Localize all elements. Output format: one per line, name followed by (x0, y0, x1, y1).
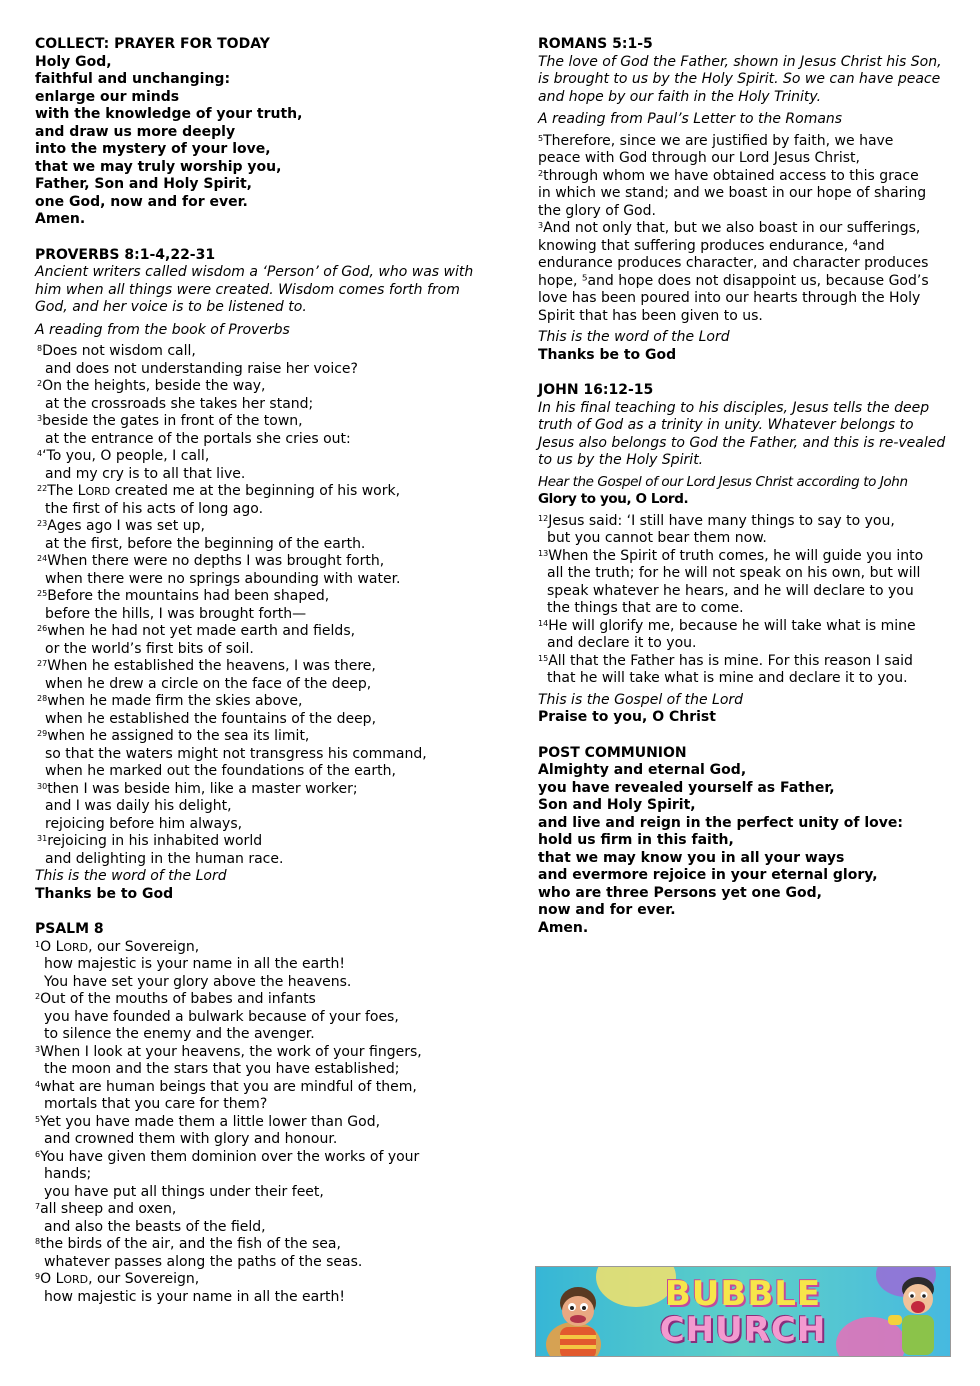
verse-line (35, 518, 495, 536)
verse-text: in which we stand; and we boast in our hope of sharing (538, 185, 927, 201)
post-communion-section (538, 745, 948, 938)
verse-line (35, 676, 495, 694)
verse-line (538, 150, 948, 168)
proverbs-reading-intro: A reading from the book of Proverbs (35, 321, 290, 338)
verse-text: Jesus said: ‘I still have many things to say to you, (548, 512, 895, 529)
prayer-line: with the knowledge of your truth, (35, 106, 303, 122)
verse-line (35, 833, 495, 851)
john-intro: In his final teaching to his disciples, Jesus tells the deep truth of God as a trinity in unity. Whatever belongs to Jesus also belongs to God the Father, and this is re-vealed to us by the Holy Spirit. (538, 399, 946, 468)
verse-line (35, 361, 495, 379)
verse-line (35, 1149, 495, 1167)
verse-line (35, 1236, 495, 1254)
verse-text: or the world’s first bits of soil. (45, 640, 254, 657)
verse-text: speak whatever he hears, and he will declare to you (547, 582, 914, 599)
verse-line (35, 343, 495, 361)
prayer-line: and draw us more deeply (35, 123, 236, 140)
prayer-line: Amen. (35, 211, 86, 227)
verse-text: you have founded a bulwark because of your foes, (44, 1008, 399, 1025)
verse-text: hands; (44, 1166, 92, 1182)
verse-text: And not only that, but we also boast in our sufferings, (543, 220, 921, 236)
prayer-line: Father, Son and Holy Spirit, (35, 176, 252, 192)
verse-line (35, 396, 495, 414)
verse-line (35, 641, 495, 659)
verse-text: You have given them dominion over the works of your (40, 1148, 420, 1165)
verse-number: 31 (37, 834, 48, 843)
verse-number: 3 (37, 414, 43, 423)
john-section (538, 382, 948, 727)
verse-text: Ages ago I was set up, (47, 518, 205, 534)
verse-line (35, 588, 495, 606)
verse-text: On the heights, beside the way, (42, 378, 266, 394)
romans-text (538, 133, 948, 326)
verse-line (538, 600, 948, 618)
verse-line (35, 991, 495, 1009)
verse-text: the first of his acts of long ago. (45, 500, 264, 517)
proverbs-response-italic: This is the word of the Lord (35, 868, 227, 884)
verse-number: 4 (35, 1079, 41, 1089)
verse-line (538, 583, 948, 601)
verse-text: when there were no springs abounding with water. (45, 570, 401, 587)
verse-text: Out of the mouths of babes and infants (40, 991, 316, 1007)
verse-number: 2 (37, 379, 43, 388)
verse-number: 23 (37, 519, 48, 528)
verse-number: 3 (538, 221, 544, 230)
verse-text: love has been poured into our hearts through the Holy (538, 290, 921, 306)
banner-logo-line2: CHURCH (659, 1310, 827, 1350)
prayer-line: and live and reign in the perfect unity of love: (538, 814, 903, 831)
verse-number: 27 (37, 659, 48, 668)
proverbs-verses (35, 343, 495, 868)
verse-line (538, 548, 948, 566)
verse-number: 28 (37, 694, 48, 703)
prayer-line: that we may truly worship you, (35, 158, 282, 175)
psalm-title: PSALM 8 (35, 921, 104, 937)
collect-title: COLLECT: PRAYER FOR TODAY (35, 36, 270, 52)
verse-line (35, 763, 495, 781)
verse-text: then I was beside him, like a master worker; (47, 780, 358, 797)
verse-line (538, 255, 948, 273)
verse-line (35, 658, 495, 676)
verse-line (538, 220, 948, 238)
verse-line (35, 746, 495, 764)
verse-line (538, 653, 948, 671)
collect-section (35, 36, 495, 229)
verse-text: when he drew a circle on the face of the deep, (45, 675, 372, 692)
verse-line (35, 448, 495, 466)
verse-number: 22 (37, 484, 48, 493)
verse-number: 30 (37, 781, 48, 791)
verse-line (35, 536, 495, 554)
verse-line (538, 203, 948, 221)
verse-text: Therefore, since we are justified by faith, we have (543, 132, 894, 149)
verse-text: what are human beings that you are mindful of them, (40, 1078, 417, 1095)
prayer-line: one God, now and for ever. (35, 193, 248, 210)
verse-line (35, 623, 495, 641)
verse-text: When the Spirit of truth comes, he will guide you into (548, 547, 924, 564)
verse-line (538, 290, 948, 308)
verse-text: when he established the fountains of the deep, (45, 710, 377, 727)
verse-text: the moon and the stars that you have established; (44, 1061, 400, 1077)
verse-line (35, 693, 495, 711)
verse-number: 24 (37, 554, 48, 563)
verse-line (35, 1201, 495, 1219)
verse-line (35, 378, 495, 396)
verse-text: at the crossroads she takes her stand; (45, 395, 314, 412)
prayer-line: Almighty and eternal God, (538, 762, 747, 778)
verse-line (35, 571, 495, 589)
prayer-line: Amen. (538, 919, 589, 936)
verse-line (35, 1289, 495, 1307)
verse-line (35, 1219, 495, 1237)
verse-line (538, 565, 948, 583)
verse-text: how majestic is your name in all the earth! (44, 1288, 345, 1305)
verse-text: When there were no depths I was brought forth, (47, 553, 385, 569)
verse-line (538, 530, 948, 548)
verse-text: beside the gates in front of the town, (42, 413, 303, 429)
verse-text: you have put all things under their feet, (44, 1183, 324, 1200)
prayer-line: Son and Holy Spirit, (538, 797, 696, 813)
verse-text: and crowned them with glory and honour. (44, 1131, 338, 1147)
prayer-line: that we may know you in all your ways (538, 849, 845, 866)
bubble-church-banner (535, 1266, 951, 1357)
verse-line (538, 273, 948, 291)
verse-line (35, 1131, 495, 1149)
verse-text: and I was daily his delight, (45, 798, 232, 814)
verse-text: knowing that suffering produces endurance, ⁴and (538, 237, 885, 254)
verse-text: When he established the heavens, I was there, (47, 658, 376, 674)
prayer-line: hold us firm in this faith, (538, 832, 734, 848)
verse-text: Yet you have made them a little lower than God, (40, 1113, 381, 1130)
verse-number: 1 (35, 939, 41, 949)
verse-number: 5 (538, 133, 544, 143)
post-communion-prayer (538, 762, 948, 937)
verse-text: that he will take what is mine and declare it to you. (547, 670, 908, 686)
post-communion-title: POST COMMUNION (538, 744, 687, 761)
verse-text: the things that are to come. (547, 600, 744, 616)
verse-number: 3 (35, 1044, 41, 1054)
verse-line (538, 308, 948, 326)
verse-line (35, 606, 495, 624)
verse-line (35, 1254, 495, 1272)
verse-line (35, 798, 495, 816)
verse-line (35, 851, 495, 869)
verse-text: to silence the enemy and the avenger. (44, 1026, 315, 1042)
verse-line (35, 956, 495, 974)
proverbs-section (35, 247, 495, 904)
verse-line (35, 1026, 495, 1044)
verse-line (35, 728, 495, 746)
verse-text: how majestic is your name in all the earth! (44, 956, 345, 972)
verse-text: whatever passes along the paths of the seas. (44, 1253, 363, 1270)
verse-line (35, 1166, 495, 1184)
verse-line (35, 431, 495, 449)
verse-line (538, 238, 948, 256)
right-column (538, 36, 948, 955)
prayer-line: now and for ever. (538, 902, 676, 918)
verse-text: all sheep and oxen, (40, 1201, 177, 1217)
verse-text: hope, ⁵and hope does not disappoint us, because God’s (538, 272, 929, 289)
verse-line (538, 635, 948, 653)
verse-number: 14 (538, 618, 549, 628)
verse-line (538, 618, 948, 636)
verse-line (35, 1044, 495, 1062)
verse-line (538, 513, 948, 531)
prayer-line: Holy God, (35, 53, 112, 70)
john-glory: Glory to you, O Lord. (538, 491, 689, 507)
romans-reading-intro: A reading from Paul’s Letter to the Romans (538, 111, 843, 127)
verse-text: He will glorify me, because he will take what is mine (548, 617, 916, 634)
verse-number: 8 (37, 344, 43, 353)
verse-line (35, 816, 495, 834)
verse-number: 4 (37, 449, 43, 458)
proverbs-response-bold: Thanks be to God (35, 885, 174, 902)
verse-line (538, 133, 948, 151)
verse-line (35, 1114, 495, 1132)
psalm-section (35, 921, 495, 1306)
verse-text: mortals that you care for them? (44, 1096, 268, 1112)
john-verses (538, 513, 948, 688)
verse-text: Before the mountains had been shaped, (47, 588, 330, 604)
proverbs-intro: Ancient writers called wisdom a ‘Person’ of God, who was with him when all things were created. Wisdom comes forth from God, and her voice is to be listened to. (35, 264, 474, 315)
prayer-line: you have revealed yourself as Father, (538, 779, 835, 796)
verse-line (35, 711, 495, 729)
verse-text: at the entrance of the portals she cries out: (45, 430, 351, 447)
verse-line (35, 781, 495, 799)
verse-line (538, 168, 948, 186)
verse-number: 26 (37, 624, 48, 633)
verse-text: the glory of God. (538, 202, 656, 219)
verse-text: O LORD, our Sovereign, (40, 938, 200, 955)
prayer-line: faithful and unchanging: (35, 71, 231, 87)
verse-number: 8 (35, 1237, 41, 1246)
verse-number: 2 (538, 168, 544, 178)
verse-line (538, 670, 948, 688)
verse-number: 25 (37, 589, 48, 598)
verse-text: ‘To you, O people, I call, (42, 448, 210, 464)
collect-prayer (35, 54, 495, 229)
verse-line (35, 1184, 495, 1202)
verse-text: You have set your glory above the heavens. (44, 973, 352, 990)
verse-line (35, 939, 495, 957)
verse-text: when he made firm the skies above, (47, 693, 303, 709)
john-response-bold: Praise to you, O Christ (538, 709, 716, 725)
verse-line (35, 1096, 495, 1114)
verse-text: but you cannot bear them now. (547, 530, 767, 546)
verse-line (35, 553, 495, 571)
prayer-line: who are three Persons yet one God, (538, 884, 822, 901)
verse-number: 13 (538, 548, 549, 558)
verse-line (35, 413, 495, 431)
verse-text: and does not understanding raise her voice? (45, 360, 358, 377)
verse-text: when he marked out the foundations of the earth, (45, 763, 396, 779)
verse-text: When I look at your heavens, the work of your fingers, (40, 1043, 422, 1060)
romans-title: ROMANS 5:1-5 (538, 36, 653, 52)
verse-text: the birds of the air, and the fish of the sea, (40, 1236, 341, 1252)
verse-line (35, 1061, 495, 1079)
verse-text: rejoicing before him always, (45, 815, 243, 832)
verse-text: before the hills, I was brought forth— (45, 605, 307, 622)
banner-logo-line1: BUBBLE (664, 1274, 822, 1314)
verse-line (35, 501, 495, 519)
psalm-verses (35, 939, 495, 1307)
john-title: JOHN 16:12-15 (538, 382, 654, 398)
verse-text: rejoicing in his inhabited world (47, 833, 263, 849)
verse-text: when he had not yet made earth and fields, (47, 623, 356, 639)
verse-text: when he assigned to the sea its limit, (47, 728, 310, 744)
verse-text: Does not wisdom call, (42, 343, 196, 359)
verse-line (35, 483, 495, 501)
romans-response-bold: Thanks be to God (538, 346, 677, 363)
verse-text: Spirit that has been given to us. (538, 307, 763, 324)
verse-text: at the first, before the beginning of the earth. (45, 535, 366, 552)
verse-text: The LORD created me at the beginning of his work, (47, 483, 401, 499)
romans-response-italic: This is the word of the Lord (538, 329, 730, 345)
verse-line (538, 185, 948, 203)
verse-number: 6 (35, 1149, 41, 1159)
verse-line (35, 466, 495, 484)
verse-number: 9 (35, 1272, 41, 1281)
verse-line (35, 974, 495, 992)
left-column (35, 36, 495, 1324)
verse-text: All that the Father has is mine. For this reason I said (548, 652, 913, 669)
prayer-line: enlarge our minds (35, 88, 180, 105)
verse-line (35, 1271, 495, 1289)
verse-number: 15 (538, 653, 549, 663)
verse-number: 5 (35, 1114, 41, 1124)
verse-text: and my cry is to all that live. (45, 465, 246, 482)
proverbs-title: PROVERBS 8:1-4,22-31 (35, 246, 216, 263)
verse-text: so that the waters might not transgress his command, (45, 745, 427, 762)
verse-text: through whom we have obtained access to this grace (543, 167, 919, 184)
verse-line (35, 1009, 495, 1027)
prayer-line: into the mystery of your love, (35, 141, 271, 157)
romans-section (538, 36, 948, 364)
verse-text: and declare it to you. (547, 635, 697, 651)
romans-intro: The love of God the Father, shown in Jesus Christ his Son, is brought to us by the Holy Spirit. So we can have peace and hope by our faith in the Holy Trinity. (538, 53, 942, 105)
verse-number: 29 (37, 729, 48, 738)
verse-number: 12 (538, 513, 549, 523)
verse-text: O LORD, our Sovereign, (40, 1271, 200, 1287)
verse-text: and delighting in the human race. (45, 850, 284, 867)
verse-line (35, 1079, 495, 1097)
prayer-line: and evermore rejoice in your eternal glory, (538, 867, 878, 883)
verse-number: 7 (35, 1202, 41, 1211)
verse-text: and also the beasts of the field, (44, 1218, 266, 1235)
verse-text: all the truth; for he will not speak on his own, but will (547, 565, 921, 581)
john-hear: Hear the Gospel of our Lord Jesus Christ according to John (538, 473, 908, 490)
verse-text: peace with God through our Lord Jesus Christ, (538, 150, 860, 166)
verse-number: 2 (35, 992, 41, 1001)
john-response-italic: This is the Gospel of the Lord (538, 691, 744, 708)
verse-text: endurance produces character, and character produces (538, 255, 929, 271)
